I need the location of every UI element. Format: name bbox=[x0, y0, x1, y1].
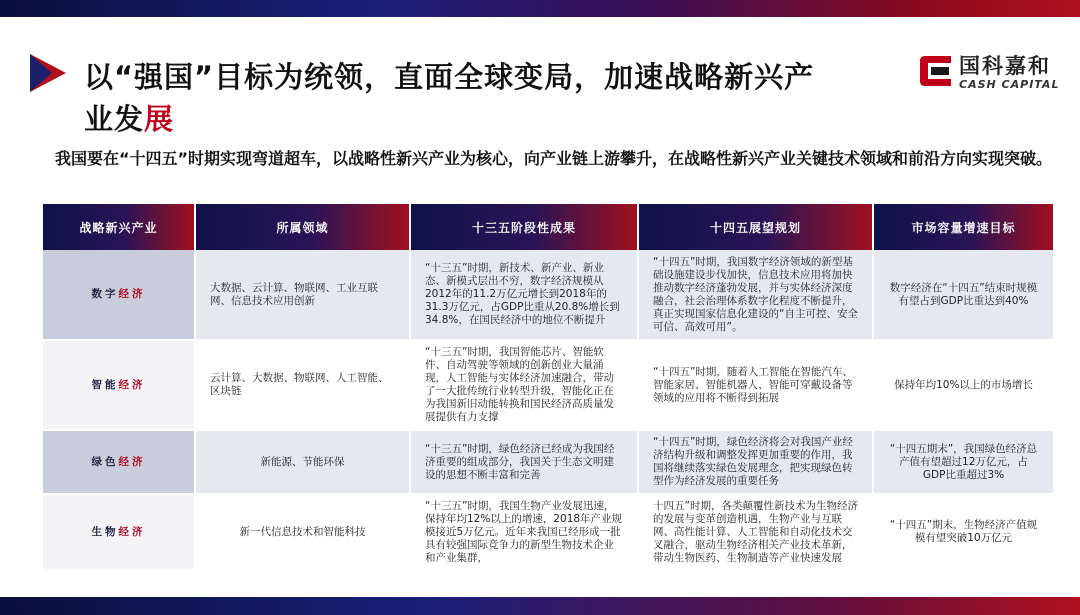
category-red: 经济 bbox=[118, 288, 146, 300]
category-cell bbox=[43, 494, 195, 570]
intro-paragraph: 我国要在“十四五”时期实现弯道超车，以战略性新兴产业为核心，向产业链上游攀升，在战略性新兴产业关键技术领域和前沿方向实现突破。 bbox=[55, 149, 1053, 168]
category-dark: 智能 bbox=[91, 378, 119, 391]
category-cell bbox=[43, 430, 195, 494]
category-red: 经济 bbox=[118, 378, 146, 391]
top-gradient-bar bbox=[0, 0, 1080, 17]
achievement-cell: “十三五”时期，我国生物产业发展迅速，保持年均12%以上的增速，2018年产业规模接近5万亿元。近年来我国已经形成一批具有较强国际竞争力的新型生物技术企业和产业集群， bbox=[410, 494, 638, 570]
category-cell bbox=[43, 340, 195, 430]
header-plan: 十四五展望规划 bbox=[638, 204, 873, 250]
title-line-2-dark: 业发 bbox=[84, 102, 145, 136]
cash-capital-logo-icon bbox=[917, 52, 955, 90]
plan-cell: “十四五”时期，随着人工智能在智能汽车、智能家居、智能机器人、智能可穿戴设备等领域的应用将不断得到拓展 bbox=[638, 340, 873, 430]
table-header-row bbox=[43, 204, 1053, 250]
target-cell: “十四五”期末，生物经济产值规模有望突破10万亿元 bbox=[873, 494, 1053, 570]
plan-cell: “十四五”时期，绿色经济将会对我国产业经济结构升级和调整发挥更加重要的作用，我国将继续落实绿色发展理念，把实现绿色转型作为经济发展的重要任务 bbox=[638, 430, 873, 494]
category-dark: 数字 bbox=[91, 288, 119, 300]
target-cell: 数字经济在“十四五”结束时规模有望占到GDP比重达到40% bbox=[873, 250, 1053, 340]
title-line-2-red: 展 bbox=[144, 102, 175, 136]
table-row bbox=[43, 340, 1053, 430]
title-line-1: 以“强国”目标为统领，直面全球变局，加速战略新兴产 bbox=[84, 60, 815, 94]
field-cell: 新能源、节能环保 bbox=[195, 430, 410, 494]
title-line-2 bbox=[84, 98, 904, 140]
field-cell: 云计算、大数据、物联网、人工智能、区块链 bbox=[195, 340, 410, 430]
field-cell: 大数据、云计算、物联网、工业互联网、信息技术应用创新 bbox=[195, 250, 410, 340]
company-logo bbox=[917, 50, 1060, 100]
header-achievement: 十三五阶段性成果 bbox=[410, 204, 638, 250]
plan-cell: 十四五”时期，各类颠覆性新技术为生物经济的发展与变革创造机遇，生物产业与互联网、高性能计算、人工智能和自动化技术交叉融合，驱动生物经济相关产业技术革新，带动生物医药、生物制造等产业快速发展 bbox=[638, 494, 873, 570]
page-title bbox=[84, 56, 904, 140]
table-row bbox=[43, 494, 1053, 570]
bottom-gradient-bar bbox=[0, 597, 1080, 615]
achievement-cell: “十三五”时期，绿色经济已经成为我国经济重要的组成部分，我国关于生态文明建设的思想不断丰富和完善 bbox=[410, 430, 638, 494]
achievement-cell: “十三五”时期，我国智能芯片、智能软件、自动驾驶等领域的创新创业大量涌现，人工智能与实体经济加速融合，带动了一大批传统行业转型升级，智能化正在为我国新旧动能转换和国民经济高质量发展提供有力支撑 bbox=[410, 340, 638, 430]
target-cell: 保持年均10%以上的市场增长 bbox=[873, 340, 1053, 430]
category-red: 经济 bbox=[118, 525, 146, 538]
field-cell: 新一代信息技术和智能科技 bbox=[195, 494, 410, 570]
target-cell: “十四五期末”，我国绿色经济总产值有望超过12万亿元，占GDP比重超过3% bbox=[873, 430, 1053, 494]
industry-table bbox=[43, 204, 1053, 571]
header-industry: 战略新兴产业 bbox=[43, 204, 195, 250]
play-arrow-icon bbox=[28, 52, 68, 94]
category-dark: 绿色 bbox=[91, 455, 119, 468]
table-row bbox=[43, 250, 1053, 340]
category-dark: 生物 bbox=[91, 525, 119, 538]
category-cell bbox=[43, 250, 195, 340]
plan-cell: “十四五”时期，我国数字经济领域的新型基础设施建设步伐加快，信息技术应用将加快推动数字经济蓬勃发展，并与实体经济深度融合，社会治理体系数字化程度不断提升，真正实现国家信息化建设的“自主可控、安全可信、高效可用”。 bbox=[638, 250, 873, 340]
header-target: 市场容量增速目标 bbox=[873, 204, 1053, 250]
header-field: 所属领域 bbox=[195, 204, 410, 250]
logo-name-en: CASH CAPITAL bbox=[959, 78, 1060, 91]
achievement-cell: “十三五”时期，新技术、新产业、新业态、新模式层出不穷，数字经济规模从2012年的11.2万亿元增长到2018年的31.3万亿元，占GDP比重从20.8%增长到34.8%，在国民经济中的地位不断提升 bbox=[410, 250, 638, 340]
category-red: 经济 bbox=[118, 455, 146, 468]
table-row bbox=[43, 430, 1053, 494]
logo-name-cn: 国科嘉和 bbox=[959, 54, 1051, 78]
